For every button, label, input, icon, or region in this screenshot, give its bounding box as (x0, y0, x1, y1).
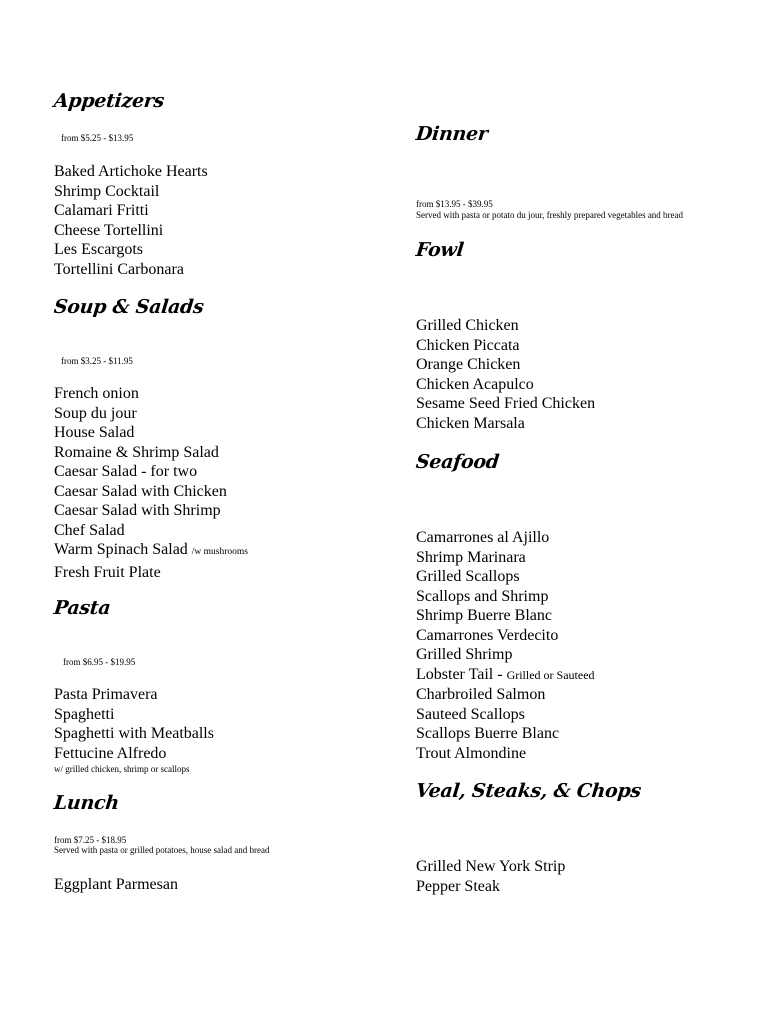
pasta-note: w/ grilled chicken, shrimp or scallops (54, 764, 190, 774)
list-item: Pasta Primavera (54, 686, 158, 703)
lobster-tail: Lobster Tail - (416, 665, 507, 683)
soup-salads-heading: Soup & Salads (52, 296, 205, 318)
soup-salads-price: from $3.25 - $11.95 (61, 356, 133, 366)
lobster-note: Grilled or Sauteed (506, 667, 595, 682)
list-item: Sesame Seed Fried Chicken (416, 395, 596, 412)
list-item: Trout Almondine (416, 744, 527, 762)
list-item: Baked Artichoke Hearts (54, 163, 208, 180)
list-item: House Salad (54, 424, 135, 441)
dinner-heading: Dinner (414, 123, 489, 145)
list-item: Orange Chicken (416, 356, 521, 373)
list-item: Shrimp Buerre Blanc (416, 607, 552, 624)
list-item (54, 540, 248, 563)
lunch-description: Served with pasta or grilled potatoes, house salad and bread (54, 845, 270, 855)
pasta-price: from $6.95 - $19.95 (63, 657, 136, 667)
list-item: Charbroiled Salmon (416, 686, 546, 703)
list-item: Calamari Fritti (54, 202, 149, 219)
seafood-list (416, 528, 595, 763)
list-item: Les Escargots (54, 241, 144, 258)
list-item: Camarrones al Ajillo (416, 529, 550, 546)
list-item: Caesar Salad with Chicken (54, 482, 227, 500)
list-item: Fresh Fruit Plate (54, 563, 161, 581)
spinach-salad: Warm Spinach Salad (54, 541, 188, 558)
list-item: Sauteed Scallops (416, 705, 525, 723)
fowl-heading: Fowl (414, 239, 465, 261)
veal-heading: Veal, Steaks, & Chops (414, 780, 643, 802)
list-item: Chef Salad (54, 521, 125, 539)
list-item: Romaine & Shrimp Salad (54, 443, 219, 461)
pasta-heading: Pasta (52, 597, 112, 619)
list-item: Grilled Chicken (416, 317, 519, 334)
list-item: Caesar Salad - for two (54, 463, 198, 480)
list-item: Cheese Tortellini (54, 221, 164, 239)
lunch-heading: Lunch (52, 792, 121, 814)
lunch-price: from $7.25 - $18.95 (54, 835, 127, 845)
veal-list (416, 857, 565, 896)
list-item: Grilled Scallops (416, 568, 520, 585)
list-item: Shrimp Marinara (416, 548, 526, 566)
dinner-price: from $13.95 - $39.95 (416, 199, 493, 209)
list-item: Soup du jour (54, 404, 137, 422)
list-item: Fettucine Alfredo (54, 744, 167, 762)
pasta-list (54, 685, 214, 763)
lunch-list (54, 875, 178, 895)
list-item: Scallops and Shrimp (416, 587, 549, 605)
list-item: Caesar Salad with Shrimp (54, 502, 221, 519)
list-item: Chicken Marsala (416, 414, 525, 432)
list-item: Chicken Piccata (416, 336, 520, 354)
seafood-heading: Seafood (414, 451, 500, 473)
list-item: Pepper Steak (416, 877, 500, 895)
list-item: Chicken Acapulco (416, 375, 534, 393)
list-item: Eggplant Parmesan (54, 876, 178, 893)
list-item: Grilled New York Strip (416, 858, 566, 875)
list-item: Tortellini Carbonara (54, 260, 184, 278)
appetizers-heading: Appetizers (52, 90, 166, 112)
soup-salads-list (54, 384, 248, 582)
list-item: Shrimp Cocktail (54, 182, 160, 200)
list-item: Spaghetti (54, 705, 115, 723)
fowl-list (416, 316, 595, 433)
appetizers-list (54, 162, 208, 279)
list-item: Spaghetti with Meatballs (54, 725, 214, 742)
list-item: Grilled Shrimp (416, 646, 513, 663)
list-item: French onion (54, 385, 139, 402)
list-item (416, 665, 595, 686)
list-item: Camarrones Verdecito (416, 626, 559, 644)
dinner-description: Served with pasta or potato du jour, freshly prepared vegetables and bread (416, 210, 684, 220)
appetizers-price: from $5.25 - $13.95 (61, 133, 134, 143)
spinach-note: /w mushrooms (191, 547, 249, 557)
list-item: Scallops Buerre Blanc (416, 725, 560, 742)
